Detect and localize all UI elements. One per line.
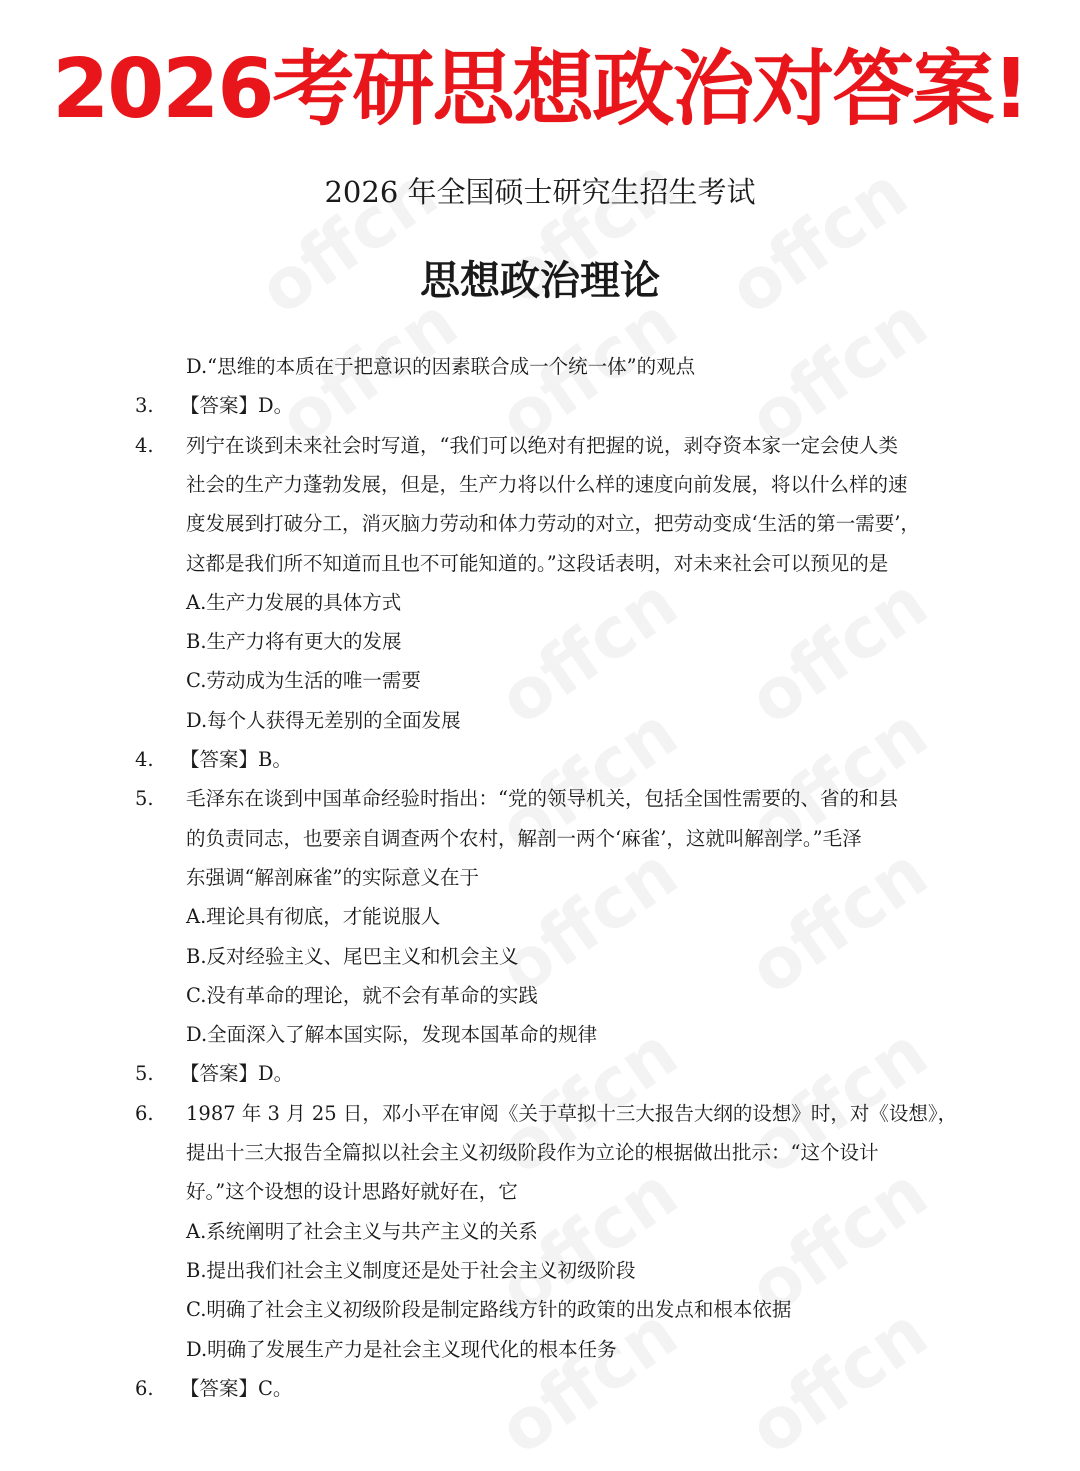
question-line: 社会的生产力蓬勃发展，但是，生产力将以什么样的速度向前发展，将以什么样的速 xyxy=(186,473,908,496)
question-line: 这都是我们所不知道而且也不可能知道的。”这段话表明，对未来社会可以预见的是 xyxy=(186,552,889,575)
question-line: D.“思维的本质在于把意识的因素联合成一个统一体”的观点 xyxy=(186,355,696,378)
question-line: 列宁在谈到未来社会时写道，“我们可以绝对有把握的说，剥夺资本家一定会使人类 xyxy=(186,434,898,457)
question-line: 东强调“解剖麻雀”的实际意义在于 xyxy=(186,866,479,889)
question-line: C.明确了社会主义初级阶段是制定路线方针的政策的出发点和根本依据 xyxy=(186,1298,792,1321)
question-line: 1987 年 3 月 25 日，邓小平在审阅《关于草拟十三大报告大纲的设想》时，对《设想》， xyxy=(186,1102,958,1125)
question-number: 4. xyxy=(135,748,154,771)
question-line: 的负责同志，也要亲自调查两个农村，解剖一两个‘麻雀’，这就叫解剖学。”毛泽 xyxy=(186,827,862,850)
answer-line: 【答案】C。 xyxy=(180,1377,293,1400)
question-number: 4. xyxy=(135,434,154,457)
question-line: A.系统阐明了社会主义与共产主义的关系 xyxy=(186,1220,538,1243)
question-number: 5. xyxy=(135,1062,154,1085)
exam-title: 2026 年全国硕士研究生招生考试 xyxy=(324,175,756,209)
watermark xyxy=(734,831,942,1011)
watermark xyxy=(484,561,692,741)
question-number: 3. xyxy=(135,394,154,417)
answer-line: 【答案】D。 xyxy=(180,1062,294,1085)
question-line: 毛泽东在谈到中国革命经验时指出：“党的领导机关，包括全国性需要的、省的和县 xyxy=(186,787,898,810)
question-number: 6. xyxy=(135,1377,154,1400)
question-line: D.明确了发展生产力是社会主义现代化的根本任务 xyxy=(186,1338,617,1361)
question-line: A.理论具有彻底，才能说服人 xyxy=(186,905,441,928)
question-line: A.生产力发展的具体方式 xyxy=(186,591,402,614)
question-line: B.反对经验主义、尾巴主义和机会主义 xyxy=(186,945,519,968)
question-line: D.全面深入了解本国实际，发现本国革命的规律 xyxy=(186,1023,598,1046)
question-line: B.生产力将有更大的发展 xyxy=(186,630,402,653)
question-number: 6. xyxy=(135,1102,154,1125)
question-line: C.没有革命的理论，就不会有革命的实践 xyxy=(186,984,538,1007)
question-line: C.劳动成为生活的唯一需要 xyxy=(186,669,421,692)
question-number: 5. xyxy=(135,787,154,810)
question-line: 好。”这个设想的设计思路好就好在，它 xyxy=(186,1180,518,1203)
answer-line: 【答案】B。 xyxy=(180,748,292,771)
answer-line: 【答案】D。 xyxy=(180,394,294,417)
watermark xyxy=(734,561,942,741)
question-line: 度发展到打破分工，消灭脑力劳动和体力劳动的对立，把劳动变成‘生活的第一需要’， xyxy=(186,512,920,535)
banner-title: 2026考研思想政治对答案! xyxy=(52,42,1028,137)
question-line: B.提出我们社会主义制度还是处于社会主义初级阶段 xyxy=(186,1259,636,1282)
question-line: 提出十三大报告全篇拟以社会主义初级阶段作为立论的根据做出批示：“这个设计 xyxy=(186,1141,879,1164)
question-line: D.每个人获得无差别的全面发展 xyxy=(186,709,461,732)
subject-title: 思想政治理论 xyxy=(420,258,660,304)
